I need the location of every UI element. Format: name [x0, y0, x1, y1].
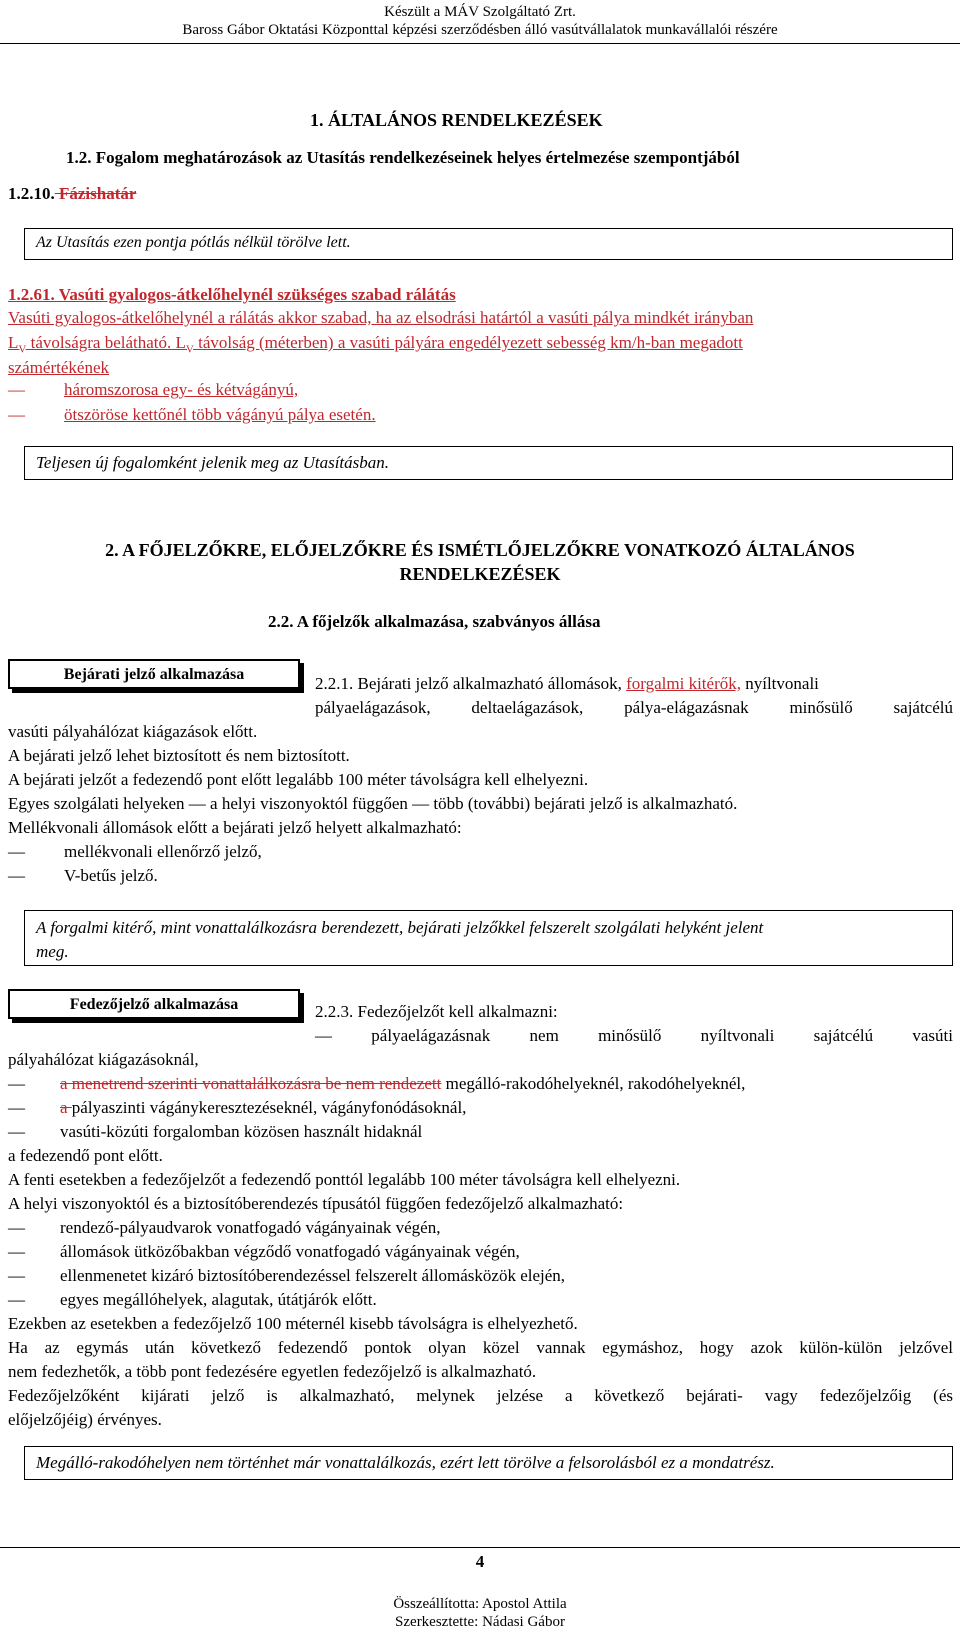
header-line-2: Baross Gábor Oktatási Központtal képzési szerződésben álló vasútvállalatok munkavállalói részére [182, 22, 778, 38]
deleted-text: a menetrend szerinti vonattalálkozásra be nem rendezett [60, 1074, 442, 1093]
section2-subtitle: 2.2. A főjelzők alkalmazása, szabványos állása [268, 612, 601, 631]
footer-compiled: Összeállította: Apostol Attila [393, 1596, 567, 1612]
dash-text: ötszöröse kettőnél több vágányú pálya esetén. [64, 405, 376, 424]
header-rule [0, 43, 960, 44]
para-line: Egyes szolgálati helyeken — a helyi viszonyoktól függően — több (további) bejárati jelző is alkalmazható. [8, 794, 738, 813]
text-span: Bejárati jelző alkalmazható állomások, [353, 674, 627, 693]
dash-item [8, 380, 299, 400]
text-span: nyíltvonali [740, 674, 819, 693]
para-line: Mellékvonali állomások előtt a bejárati jelző helyett alkalmazható: [8, 818, 462, 837]
dash-text: ellenmenetet kizáró biztosítóberendezéssel felszerelt állomásközök elején, [60, 1266, 566, 1285]
item-number: 2.2.1. [315, 674, 354, 693]
dash-text: egyes megállóhelyek, alagutak, útátjárók előtt. [60, 1290, 377, 1309]
margin-label-bejarati: Bejárati jelző alkalmazása [8, 659, 300, 689]
l-symbol: L [8, 333, 19, 352]
page-number: 4 [475, 1552, 485, 1571]
dash-glyph: — [8, 842, 25, 861]
para-line: nem fedezhetők, a több pont fedezésére egyetlen fedezőjelző is alkalmazható. [8, 1362, 537, 1381]
item-number: 1.2.61. [8, 285, 55, 304]
dash-text: megálló-rakodóhelyeknél, rakodóhelyeknél, [441, 1074, 746, 1093]
dash-glyph: — [8, 380, 25, 399]
note-4-text: Megálló-rakodóhelyen nem történhet már vonattalálkozás, ezért lett törölve a felsorolásból ez a mondatrész. [36, 1453, 775, 1472]
note-2-text: Teljesen új fogalomként jelenik meg az Utasításban. [36, 453, 390, 472]
dash-item [8, 866, 158, 886]
dash-text: rendező-pályaudvarok vonatfogadó vágányainak végén, [60, 1218, 441, 1237]
s223-line-3: pályahálózat kiágazásoknál, [8, 1050, 199, 1069]
section2-title-line-2: RENDELKEZÉSEK [399, 564, 561, 584]
l-symbol: L [171, 333, 186, 352]
dash-glyph: — [8, 405, 25, 424]
para-line: A bejárati jelzőt a fedezendő pont előtt legalább 100 méter távolságra kell elhelyezni. [8, 770, 589, 789]
dash-item [8, 1074, 746, 1094]
note-1-text: Az Utasítás ezen pontja pótlás nélkül törölve lett. [36, 234, 351, 251]
para-line: Ha az egymás után következő fedezendő pontok olyan közel vannak egymáshoz, hogy azok külön-külön jelzővel [8, 1338, 953, 1357]
text-span: Fedezőjelzőt kell alkalmazni: [353, 1002, 558, 1021]
item-number: 1.2.10. [8, 184, 55, 203]
note-3-line-1: A forgalmi kitérő, mint vonattalálkozásra berendezett, bejárati jelzőkkel felszerelt szolgálati helyként jelent [36, 918, 764, 937]
item-1-2-61 [8, 285, 456, 305]
l-subscript: V [18, 343, 27, 356]
dash-glyph: — [8, 1290, 25, 1309]
para-line: A bejárati jelző lehet biztosított és nem biztosított. [8, 746, 350, 765]
deleted-text: a [60, 1098, 72, 1117]
dash-glyph: — [8, 866, 25, 885]
para-line: Vasúti gyalogos-átkelőhelynél a rálátás akkor szabad, ha az elsodrási határtól a vasúti pálya mindkét irányban [8, 308, 754, 327]
l-subscript: V [185, 343, 194, 356]
dash-item [8, 1122, 423, 1142]
item-title: Vasúti gyalogos-átkelőhelynél szükséges szabad rálátás [54, 285, 456, 304]
item-number: 2.2.3. [315, 1002, 354, 1021]
dash-glyph: — [8, 1074, 25, 1093]
dash-text: pályaszinti vágánykeresztezéseknél, vágányfonódásoknál, [71, 1098, 467, 1117]
dash-text: V-betűs jelző. [64, 866, 158, 885]
dash-glyph: — [8, 1122, 25, 1141]
dash-item [8, 1242, 520, 1262]
dash-item [8, 1266, 566, 1286]
para-line: A helyi viszonyoktól és a biztosítóberendezés típusától függően fedezőjelző alkalmazható: [8, 1194, 624, 1213]
text-span: távolságra belátható. [26, 333, 172, 352]
inserted-text: forgalmi kitérők, [626, 674, 741, 693]
dash-glyph: — [8, 1266, 25, 1285]
section2-title-line-1: 2. A FŐJELZŐKRE, ELŐJELZŐKRE ÉS ISMÉTLŐJELZŐKRE VONATKOZÓ ÁLTALÁNOS [105, 540, 855, 560]
dash-glyph: — [8, 1242, 25, 1261]
footer-edited: Szerkesztette: Nádasi Gábor [395, 1614, 565, 1630]
s221-line-3: vasúti pályahálózat kiágazások előtt. [8, 722, 258, 741]
dash-glyph: — [8, 1098, 25, 1117]
header-line-1: Készült a MÁV Szolgáltató Zrt. [384, 4, 576, 20]
dash-item [8, 1218, 441, 1238]
dash-item [8, 1098, 467, 1118]
dash-glyph: — [8, 1218, 25, 1237]
s221-line-1 [315, 674, 819, 694]
para-line: előjelzőjéig) érvényes. [8, 1410, 162, 1429]
para-line: Fedezőjelzőként kijárati jelző is alkalmazható, melynek jelzése a következő bejárati- vagy fedezőjelzőig (és [8, 1386, 953, 1405]
dash-item [8, 405, 376, 425]
margin-label-fedezojelzo: Fedezőjelző alkalmazása [8, 989, 300, 1019]
dash-text: háromszorosa egy- és kétvágányú, [64, 380, 299, 399]
dash-text: állomások ütközőbakban végződő vonatfogadó vágányainak végén, [60, 1242, 520, 1261]
item-title-deleted: Fázishatár [54, 184, 137, 203]
para-line: a fedezendő pont előtt. [8, 1146, 163, 1165]
s221-line-2: pályaelágazások, deltaelágazások, pálya-elágazásnak minősülő sajátcélú [315, 698, 953, 717]
dash-text: mellékvonali ellenőrző jelző, [64, 842, 262, 861]
para-line [8, 333, 743, 355]
dash-item [8, 842, 262, 862]
dash-item [8, 1290, 377, 1310]
text-span: távolság (méterben) a vasúti pályára engedélyezett sebesség km/h-ban megadott [193, 333, 743, 352]
item-1-2-10 [8, 184, 136, 204]
para-line: Ezekben az esetekben a fedezőjelző 100 méternél kisebb távolságra is elhelyezhető. [8, 1314, 578, 1333]
dash-text: vasúti-közúti forgalomban közösen használt hidaknál [60, 1122, 423, 1141]
note-3-line-2: meg. [36, 942, 69, 961]
footer-rule [0, 1547, 960, 1548]
para-line: számértékének [8, 358, 109, 377]
s223-line-1 [315, 1002, 558, 1022]
section1-title: 1. ÁLTALÁNOS RENDELKEZÉSEK [310, 110, 603, 130]
section1-subtitle: 1.2. Fogalom meghatározások az Utasítás rendelkezéseinek helyes értelmezése szempontjából [66, 148, 740, 167]
s223-line-2: — pályaelágazásnak nem minősülő nyíltvonali sajátcélú vasúti [315, 1026, 953, 1045]
para-line: A fenti esetekben a fedezőjelzőt a fedezendő ponttól legalább 100 méter távolságra kell elhelyezni. [8, 1170, 681, 1189]
